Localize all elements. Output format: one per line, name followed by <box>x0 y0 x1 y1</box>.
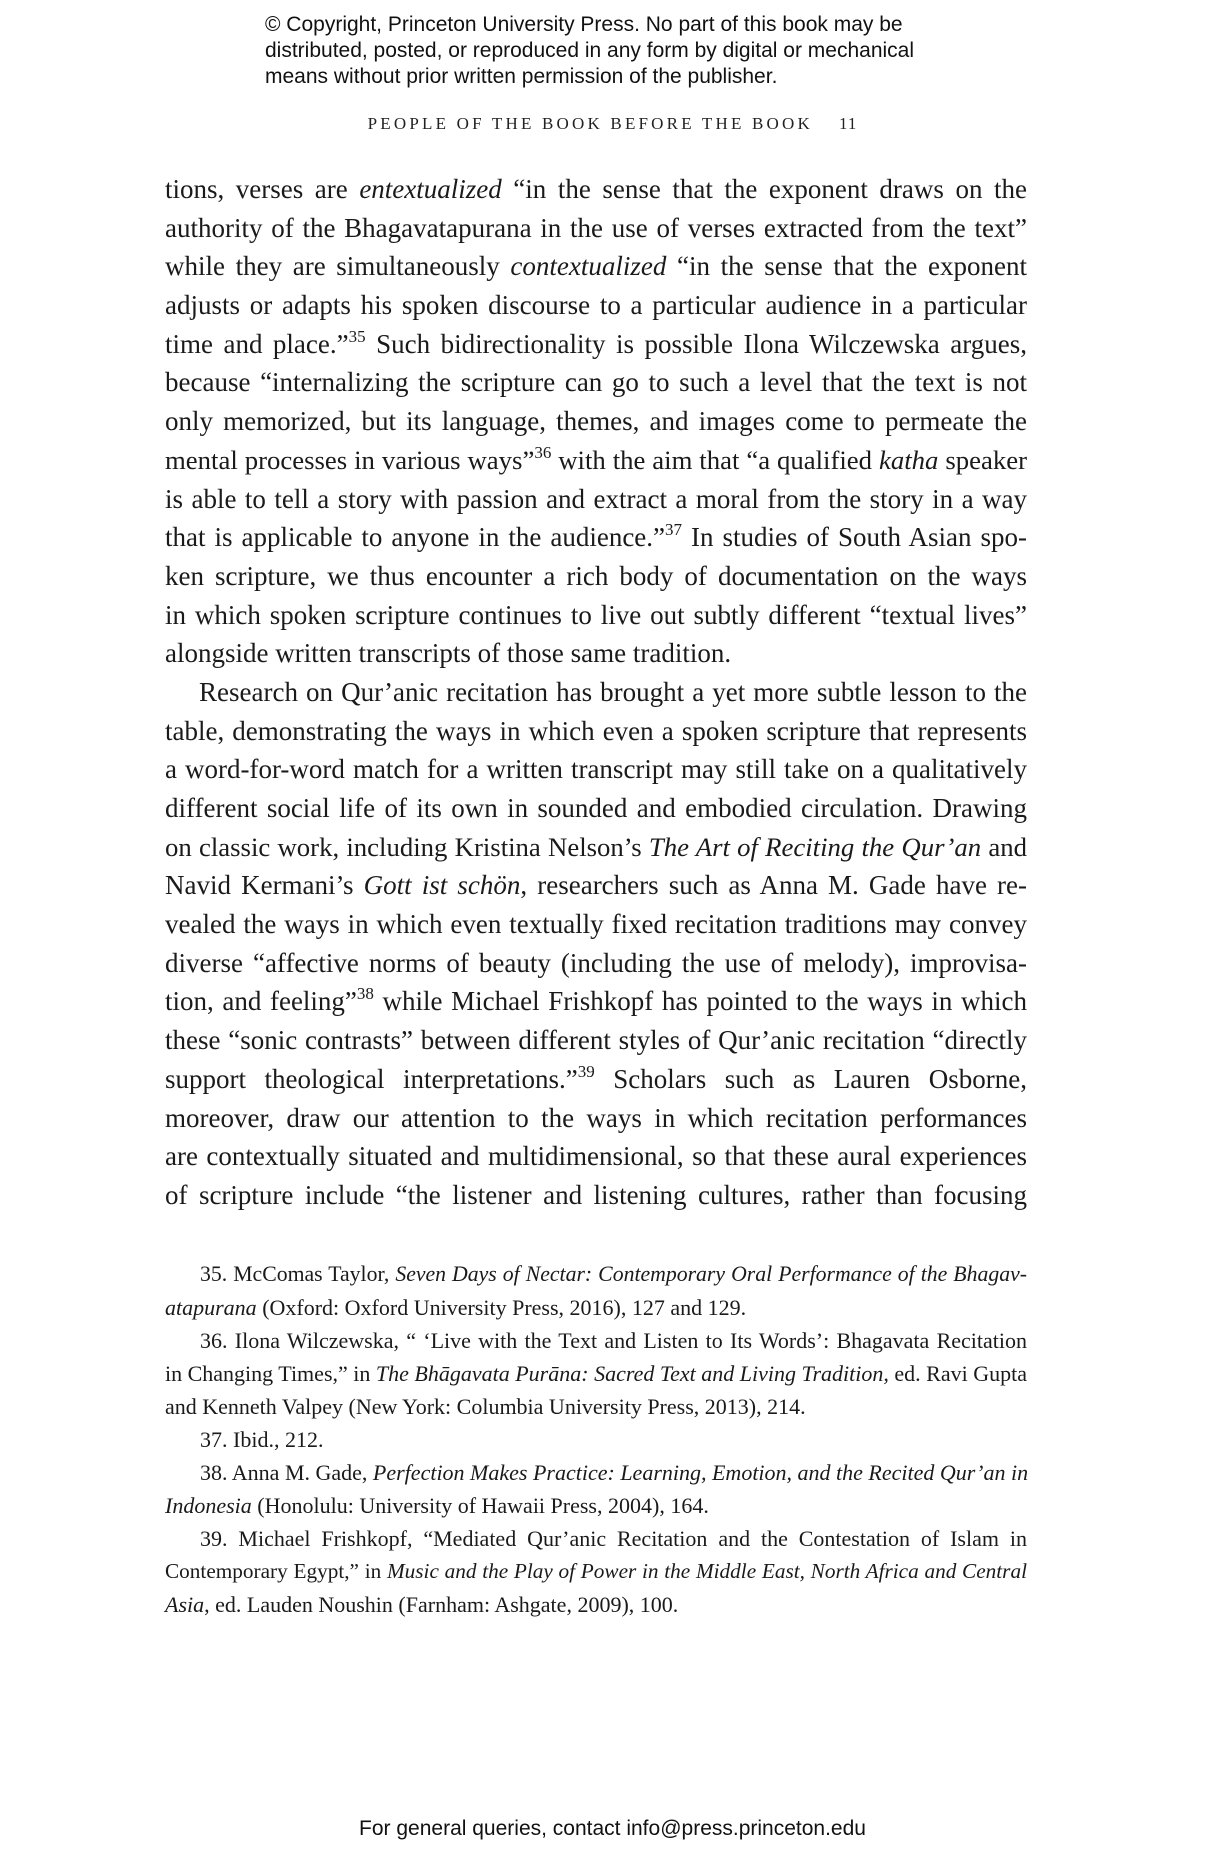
footnote-line <box>165 1555 1027 1588</box>
text-line <box>165 441 1027 480</box>
text-line: is able to tell a story with passion and extract a moral from the story in a way <box>165 483 1027 514</box>
text-line: moreover, draw our attention to the ways in which recitation performances <box>165 1102 1027 1133</box>
text-line <box>165 866 1027 905</box>
text-line <box>165 170 1027 209</box>
footnote-line <box>165 1357 1027 1390</box>
text-line: of scripture include “the listener and listening cultures, rather than focusing <box>165 1179 1027 1210</box>
book-title: Gott ist schön <box>363 870 521 901</box>
text-run: tions, verses are <box>165 174 360 204</box>
text-line <box>165 1060 1027 1099</box>
text-line <box>165 982 1027 1021</box>
copyright-line: © Copyright, Princeton University Press. No part of this book may be <box>265 13 903 36</box>
footnote-line <box>165 1456 1027 1489</box>
footnote-line <box>165 1588 1027 1621</box>
text-line: ken scripture, we thus encounter a rich body of documentation on the ways <box>165 560 1027 591</box>
footnote-ref-35[interactable]: 35 <box>348 326 366 346</box>
text-line: because “internalizing the scripture can go to such a level that the text is not <box>165 367 1027 398</box>
book-title: Indonesia <box>165 1493 252 1518</box>
text-run: support theological interpretations.” <box>165 1063 578 1094</box>
italic-term: katha <box>878 444 939 475</box>
footnote-ref-36[interactable]: 36 <box>534 442 552 462</box>
text-line: vealed the ways in which even textually fixed recitation traditions may convey <box>165 909 1027 940</box>
text-line: in which spoken scripture continues to live out subtly different “textual lives” <box>165 599 1027 630</box>
text-run: In studies of South Asian spo- <box>682 522 1027 553</box>
book-title: The Art of Reciting the Qur’an <box>648 831 982 862</box>
text-line: a word-for-word match for a written transcript may still take on a qualitatively <box>165 754 1027 785</box>
text-line <box>165 828 1027 867</box>
body-text <box>165 170 1027 1215</box>
text-run: 35. McComas Taylor, <box>200 1262 396 1286</box>
text-line <box>165 518 1027 557</box>
text-run: mental processes in various ways” <box>165 444 535 475</box>
footnote-ref-39[interactable]: 39 <box>577 1061 595 1081</box>
text-line: table, demonstrating the ways in which even a spoken scripture that represents <box>165 715 1027 746</box>
text-run: speaker <box>938 444 1027 475</box>
footnote-38 <box>165 1456 1027 1522</box>
text-line <box>165 247 1027 286</box>
paragraph-1 <box>165 170 1027 673</box>
text-run: while Michael Frishkopf has pointed to the ways in which <box>373 986 1027 1017</box>
text-line: diverse “affective norms of beauty (including the use of melody), improvisa- <box>165 947 1027 978</box>
book-title: Music and the Play of Power in the Middle East, North Africa and Central <box>386 1559 1027 1583</box>
text-run: Scholars such as Lauren Osborne, <box>594 1063 1027 1094</box>
footnote-ref-37[interactable]: 37 <box>665 520 683 540</box>
text-run: tion, and feeling” <box>165 986 357 1017</box>
text-line: these “sonic contrasts” between different styles of Qur’anic recitation “directly <box>165 1025 1027 1056</box>
footnotes <box>165 1258 1027 1621</box>
text-line: adjusts or adapts his spoken discourse to a particular audience in a particular <box>165 290 1027 321</box>
text-run: , researchers such as Anna M. Gade have re- <box>520 870 1028 901</box>
text-line: authority of the Bhagavatapurana in the use of verses extracted from the text” <box>165 212 1027 243</box>
text-run: on classic work, including Kristina Nelson’s <box>165 831 649 862</box>
text-run: time and place.” <box>165 328 349 359</box>
text-run: ed. Ravi Gupta <box>888 1361 1027 1386</box>
book-title: Asia <box>165 1592 205 1617</box>
running-head-title: PEOPLE OF THE BOOK BEFORE THE BOOK <box>367 114 813 133</box>
copyright-notice <box>265 12 1025 90</box>
page-number: 11 <box>839 114 858 133</box>
text-run: Navid Kermani’s <box>165 870 364 901</box>
text-run: and <box>981 831 1027 862</box>
text-run: that is applicable to anyone in the audience.” <box>165 522 666 553</box>
text-line <box>165 325 1027 364</box>
contact-footer: For general queries, contact info@press.princeton.edu <box>359 1817 866 1840</box>
footnote-37 <box>165 1423 1027 1456</box>
running-head <box>0 114 1225 134</box>
text-run: 38. Anna M. Gade, <box>200 1460 373 1485</box>
copyright-line: means without prior written permission of the publisher. <box>265 65 778 88</box>
text-run: with the aim that “a qualified <box>551 444 879 475</box>
text-run: “in the sense that the exponent draws on the <box>501 174 1027 204</box>
footnote-35 <box>165 1258 1027 1324</box>
text-line: different social life of its own in sounded and embodied circulation. Drawing <box>165 793 1027 823</box>
text-run: “in the sense that the exponent <box>666 251 1028 282</box>
text-run: , ed. Lauden Noushin (Farnham: Ashgate, 2009), 100. <box>204 1592 679 1617</box>
text-line: alongside written transcripts of those same tradition. <box>165 638 732 669</box>
italic-term: entextualized <box>359 174 502 204</box>
italic-term: contextualized <box>510 251 667 282</box>
book-title: atapurana <box>165 1295 257 1320</box>
text-run: Contemporary Egypt,” in <box>165 1559 387 1583</box>
text-line: only memorized, but its language, themes, and images come to permeate the <box>165 406 1027 437</box>
footnote-line: 36. Ilona Wilczewska, “ ‘Live with the Text and Listen to Its Words’: Bhagavata Recitation <box>200 1328 1027 1353</box>
footnote-line <box>165 1258 1027 1291</box>
book-title: The Bhāgavata Purāna: Sacred Text and Living Tradition, <box>375 1361 889 1386</box>
footnote-36 <box>165 1324 1027 1423</box>
footnote-ref-38[interactable]: 38 <box>356 984 374 1004</box>
footnote-39 <box>165 1522 1027 1621</box>
text-run: Such bidirectionality is possible Ilona Wilczewska argues, <box>365 328 1027 359</box>
text-run: (Honolulu: University of Hawaii Press, 2004), 164. <box>251 1493 709 1518</box>
text-line: Research on Qur’anic recitation has brought a yet more subtle lesson to the <box>199 676 1027 707</box>
text-line: are contextually situated and multidimensional, so that these aural experiences <box>165 1141 1027 1172</box>
paragraph-2 <box>165 673 1027 1215</box>
footnote-line: 37. Ibid., 212. <box>200 1427 324 1452</box>
text-run: while they are simultaneously <box>165 251 511 282</box>
book-title: Perfection Makes Practice: Learning, Emotion, and the Recited Qur’an in <box>372 1460 1029 1485</box>
copyright-line: distributed, posted, or reproduced in any form by digital or mechanical <box>265 39 915 62</box>
footnote-line <box>165 1291 1027 1324</box>
text-run: in Changing Times,” in <box>165 1361 376 1386</box>
footnote-line: 39. Michael Frishkopf, “Mediated Qur’anic Recitation and the Contestation of Islam in <box>200 1526 1027 1551</box>
text-run: (Oxford: Oxford University Press, 2016), 127 and 129. <box>256 1295 747 1320</box>
footnote-line: and Kenneth Valpey (New York: Columbia University Press, 2013), 214. <box>165 1394 806 1419</box>
book-title: Seven Days of Nectar: Contemporary Oral Performance of the Bhagav- <box>395 1262 1027 1286</box>
footnote-line <box>165 1489 1027 1522</box>
